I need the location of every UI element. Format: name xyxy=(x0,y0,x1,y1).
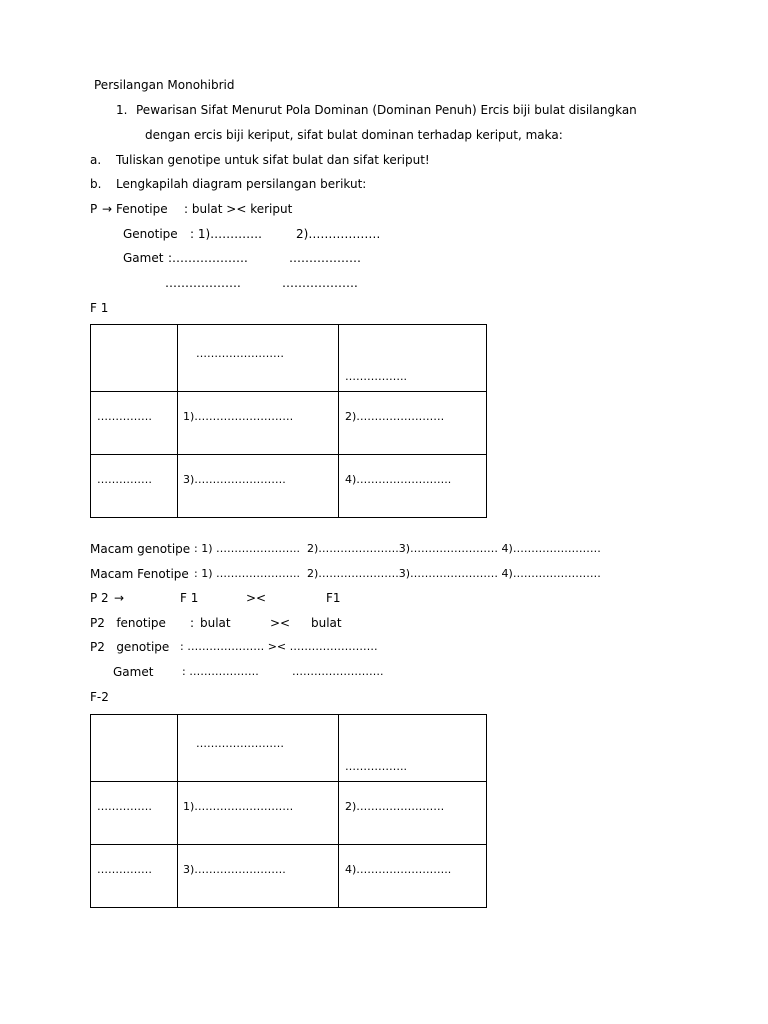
p-gamet-value-2: ……………… xyxy=(289,251,361,265)
f2-header-col-1: …………………… xyxy=(196,737,284,750)
f1-header-col-2: …………….. xyxy=(345,370,407,383)
f2-corner-cell xyxy=(91,715,178,782)
arrow-right-icon: → xyxy=(102,202,113,216)
p2-fenotipe-colon: : xyxy=(190,616,195,630)
p-fenotipe-label: Fenotipe xyxy=(116,202,168,216)
f1-row-1-cell-1 xyxy=(178,392,339,455)
arrow-right-icon: → xyxy=(114,591,125,605)
p-gamet-row2-value-2: ………………. xyxy=(282,276,358,290)
f1-row-2-col-1: 3)……………………. xyxy=(183,473,286,486)
question-1-number: 1. xyxy=(116,103,128,117)
f1-row-2-head: …………… xyxy=(97,473,152,486)
p-gamet-label: Gamet xyxy=(123,251,164,265)
f1-row-1-col-2: 2)…………………… xyxy=(345,410,445,423)
f1-header-cell-1 xyxy=(178,325,339,392)
f2-punnett-table xyxy=(90,714,487,908)
macam-fenotipe-values: : 1) ………………….. 2)………………….3)…………………… 4)…………………… xyxy=(194,567,601,580)
p-gamet-value-1: :………………. xyxy=(168,251,248,265)
f2-heading: F-2 xyxy=(90,690,109,704)
f1-row-2-head-cell xyxy=(91,455,178,518)
f2-row-1-head-cell xyxy=(91,782,178,845)
p-genotipe-value-2: 2)……………… xyxy=(296,227,381,241)
worksheet-title: Persilangan Monohibrid xyxy=(94,78,235,92)
item-a-text: Tuliskan genotipe untuk sifat bulat dan sifat keriput! xyxy=(116,153,430,167)
f1-header-cell-2 xyxy=(339,325,487,392)
table-row xyxy=(91,845,487,908)
f2-row-2-head-cell xyxy=(91,845,178,908)
p2-genotipe-label: P2 genotipe xyxy=(90,640,170,654)
f2-row-1-col-2: 2)…………………… xyxy=(345,800,445,813)
f1-row-2-col-2: 4)…………………….. xyxy=(345,473,452,486)
f1-row-1-cell-2 xyxy=(339,392,487,455)
f1-corner-cell xyxy=(91,325,178,392)
f2-row-2-cell-2 xyxy=(339,845,487,908)
f2-header-col-2: …………….. xyxy=(345,760,407,773)
p2-gamet-value-2: ……………………. xyxy=(292,665,384,678)
item-b-label: b. xyxy=(90,177,102,191)
macam-genotipe-values: : 1) ………………….. 2)………………….3)…………………… 4)…………………… xyxy=(194,542,601,555)
p2-right-parent: F1 xyxy=(326,591,341,605)
f2-row-2-col-1: 3)……………………. xyxy=(183,863,286,876)
p2-left-parent: F 1 xyxy=(180,591,199,605)
f1-row-2-cell-2 xyxy=(339,455,487,518)
p2-fenotipe-label: P2 fenotipe xyxy=(90,616,166,630)
f1-heading: F 1 xyxy=(90,301,109,315)
f1-header-col-1: …………………… xyxy=(196,347,284,360)
macam-genotipe-label: Macam genotipe xyxy=(90,542,191,556)
p-label: P xyxy=(90,202,98,216)
table-row xyxy=(91,325,487,392)
item-a-label: a. xyxy=(90,153,102,167)
item-b-text: Lengkapilah diagram persilangan berikut: xyxy=(116,177,367,191)
f1-row-1-head: …………… xyxy=(97,410,152,423)
p2-fenotipe-cross: >< xyxy=(270,616,291,630)
macam-fenotipe-label: Macam Fenotipe xyxy=(90,567,189,581)
table-row xyxy=(91,715,487,782)
p2-label: P 2 xyxy=(90,591,109,605)
p-fenotipe-value: : bulat >< keriput xyxy=(184,202,293,216)
table-row xyxy=(91,455,487,518)
p2-cross-symbol: >< xyxy=(246,591,267,605)
f2-row-2-head: …………… xyxy=(97,863,152,876)
question-1-line-2: dengan ercis biji keriput, sifat bulat dominan terhadap keriput, maka: xyxy=(145,128,563,142)
p2-fenotipe-right: bulat xyxy=(311,616,342,630)
question-1-line-1: Pewarisan Sifat Menurut Pola Dominan (Dominan Penuh) Ercis biji bulat disilangkan xyxy=(136,103,637,117)
p2-gamet-value-1: : ………………. xyxy=(182,665,259,678)
p2-genotipe-value: : ………………… >< …………………… xyxy=(180,640,378,653)
f2-row-1-col-1: 1)……………………… xyxy=(183,800,294,813)
f2-row-2-col-2: 4)…………………….. xyxy=(345,863,452,876)
f2-row-1-cell-1 xyxy=(178,782,339,845)
f1-row-1-head-cell xyxy=(91,392,178,455)
f1-row-1-col-1: 1)……………………… xyxy=(183,410,294,423)
p-genotipe-value-1: : 1)…………. xyxy=(190,227,262,241)
table-row xyxy=(91,782,487,845)
f1-punnett-table xyxy=(90,324,487,518)
p2-fenotipe-left: bulat xyxy=(200,616,231,630)
f2-row-2-cell-1 xyxy=(178,845,339,908)
f2-row-1-head: …………… xyxy=(97,800,152,813)
f2-row-1-cell-2 xyxy=(339,782,487,845)
p-genotipe-label: Genotipe xyxy=(123,227,178,241)
p-gamet-row2-value-1: ………………. xyxy=(165,276,241,290)
f2-header-cell-2 xyxy=(339,715,487,782)
table-row xyxy=(91,392,487,455)
p2-gamet-label: Gamet xyxy=(113,665,154,679)
f1-row-2-cell-1 xyxy=(178,455,339,518)
f2-header-cell-1 xyxy=(178,715,339,782)
